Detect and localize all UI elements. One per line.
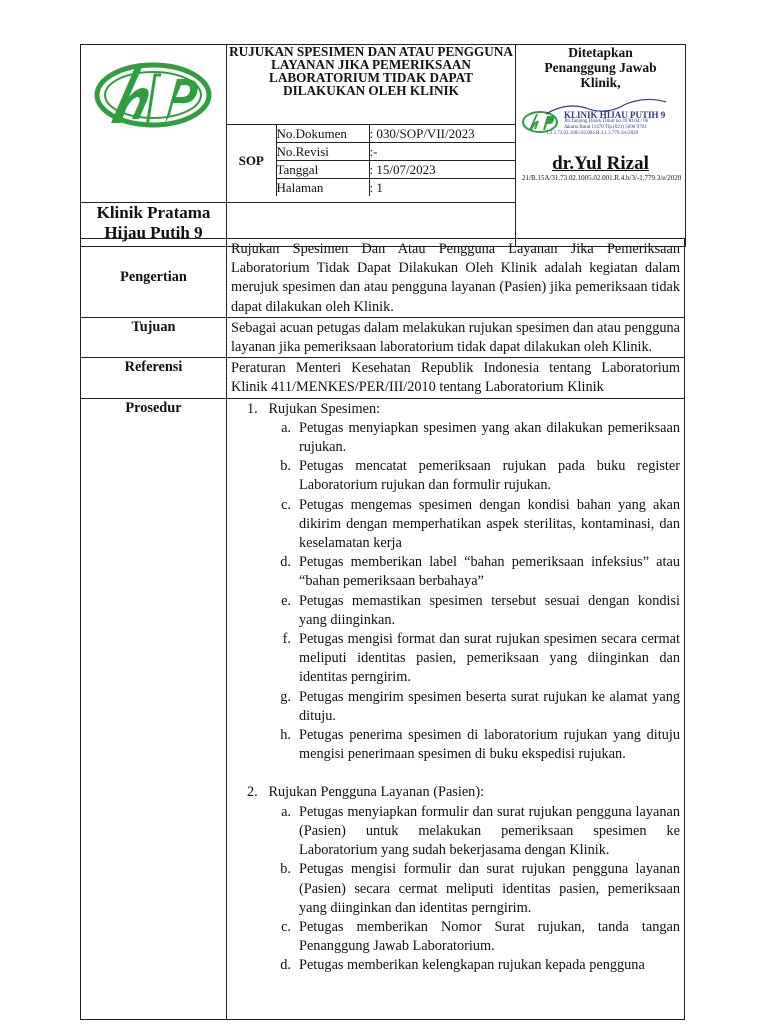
meta-key: No.Dokumen — [276, 125, 369, 143]
sop-body-table — [80, 238, 685, 1020]
meta-key: No.Revisi — [276, 143, 369, 161]
step-letter: d. — [280, 957, 291, 974]
procedure-heading-2 — [227, 783, 684, 802]
step-text: Petugas memberikan Nomor Surat rujukan, tanda tangan Penanggung Jawab Laboratorium. — [299, 918, 680, 955]
stamp-address-2: Jakarta Barat 11470 Tlp.(021) 5696 9783 — [564, 125, 647, 130]
meta-value: : 15/07/2023 — [369, 161, 515, 179]
step-text: Petugas penerima spesimen di laboratorium rujukan yang dituju mengisi penerimaan spesimen di buku ekspedisi rujukan. — [299, 727, 680, 763]
document-title: RUJUKAN SPESIMEN DAN ATAU PENGGUNA LAYANAN JIKA PEMERIKSAAN LABORATORIUM TIDAK DAPAT DILAKUKAN OLEH KLINIK — [229, 45, 513, 98]
step-letter: c. — [281, 918, 291, 935]
section-label-tujuan: Tujuan — [81, 317, 227, 357]
procedure-step — [227, 860, 684, 918]
step-text: Petugas memastikan spesimen tersebut sesuai dengan kondisi yang diinginkan. — [299, 592, 680, 628]
title-and-meta — [227, 45, 516, 203]
approval-line-3: Klinik, — [580, 75, 621, 90]
meta-value: :- — [369, 143, 515, 161]
step-text: Petugas menyiapkan spesimen yang akan dilakukan pemeriksaan rujukan. — [299, 419, 680, 456]
procedure-1-list — [227, 419, 684, 765]
sop-document — [80, 44, 685, 1034]
step-letter: d. — [280, 554, 291, 571]
logo-cell — [81, 45, 227, 203]
step-letter: g. — [280, 688, 291, 705]
procedure-step — [227, 630, 684, 688]
procedure-number: 1. — [247, 400, 258, 417]
procedure-step — [227, 592, 684, 630]
clinic-logo — [81, 45, 227, 197]
procedure-number: 2. — [247, 784, 258, 801]
approval-line-2: Penanggung Jawab — [544, 60, 657, 75]
procedure-title: Rujukan Spesimen: — [268, 400, 381, 417]
procedure-title: Rujukan Pengguna Layanan (Pasien): — [268, 784, 485, 801]
section-text-pengertian: Rujukan Spesimen Dan Atau Pengguna Layanan Jika Pemeriksaan Laboratorium Tidak Dapat Dilakukan Oleh Klinik adalah kegiatan dalam merujuk spesimen dan atau pengguna layanan (Pasien) jika pemeriksaan tidak dapat dilakukan oleh Klinik. — [227, 239, 685, 318]
step-letter: b. — [280, 861, 291, 878]
meta-table — [227, 124, 515, 196]
step-text: Petugas memberikan kelengkapan rujukan kepada pengguna — [299, 957, 645, 974]
procedure-heading-1 — [227, 400, 684, 419]
sop-header-table — [80, 44, 686, 247]
meta-key: Tanggal — [276, 161, 369, 179]
clinic-stamp — [516, 94, 685, 152]
section-label-pengertian: Pengertian — [81, 239, 227, 318]
step-text: Petugas mencatat pemeriksaan rujukan pada buku register Laboratorium rujukan dan formulir rujukan. — [299, 458, 680, 494]
meta-value: : 030/SOP/VII/2023 — [369, 125, 515, 143]
step-letter: f. — [282, 631, 291, 648]
step-text: Petugas mengisi format dan surat rujukan spesimen secara cermat meliputi identitas pasien, pemeriksaan yang diinginkan dan identitas perngirim. — [299, 631, 680, 686]
stamp-address-3: 1.3.5.73.02.1005.02.004.R.3.1.3.779.3/e/2020 — [546, 131, 639, 136]
procedure-step — [227, 496, 684, 554]
clinic-name: Klinik Pratama Hijau Putih 9 — [81, 203, 227, 247]
procedure-step — [227, 956, 684, 975]
section-text-referensi: Peraturan Menteri Kesehatan Republik Indonesia tentang Laboratorium Klinik 411/MENKES/PER/III/2010 tentang Laboratorium Klinik — [227, 358, 685, 398]
step-letter: a. — [281, 803, 291, 820]
procedure-step — [227, 457, 684, 495]
step-text: Petugas memberikan label “bahan pemeriksaan infeksius” atau “bahan pemeriksaan berbahaya” — [299, 554, 680, 590]
meta-value: : 1 — [369, 179, 515, 197]
section-text-tujuan: Sebagai acuan petugas dalam melakukan rujukan spesimen dan atau pengguna layanan jika pemeriksaan laboratorium tidak dapat dilakukan oleh Klinik. — [227, 317, 685, 357]
approval-line-1: Ditetapkan — [568, 45, 633, 60]
section-label-prosedur: Prosedur — [81, 398, 227, 1019]
step-text: Petugas mengisi formulir dan surat rujukan pengguna layanan (Pasien) secara cermat meliputi identitas pasien, pemeriksaan yang diinginkan dan identitas perngirim. — [299, 861, 680, 916]
procedure-step — [227, 803, 684, 861]
step-letter: e. — [281, 592, 291, 609]
procedure-step — [227, 918, 684, 956]
step-letter: a. — [281, 419, 291, 436]
step-letter: c. — [281, 496, 291, 513]
procedure-step — [227, 688, 684, 726]
stamp-title: KLINIK HIJAU PUTIH 9 — [564, 110, 666, 120]
sop-label: SOP — [227, 125, 276, 197]
step-text: Petugas menyiapkan formulir dan surat rujukan pengguna layanan (Pasien) untuk melakukan pemeriksaan spesimen ke Laboratorium yang sudah bekerjasama dengan Klinik. — [299, 803, 680, 859]
section-prosedur — [227, 398, 685, 1019]
section-label-referensi: Referensi — [81, 358, 227, 398]
approver-registration: 21/B.15A/31.73.02.1005.02.001.R.4.b/3/-1.779.3/e/2020 — [522, 174, 682, 182]
stamp-address-1: Jln.Tanjung Duren Timur no.39 Rt.04 / 06 — [564, 119, 649, 124]
approver-name: dr.Yul Rizal — [552, 153, 649, 174]
step-text: Petugas mengirim spesimen beserta surat rujukan ke alamat yang dituju. — [299, 688, 680, 724]
step-letter: h. — [280, 727, 291, 744]
meta-key: Halaman — [276, 179, 369, 197]
step-text: Petugas mengemas spesimen dengan kondisi bahan yang akan dikirim dengan memperhatikan aspek sterilitas, kontaminasi, dan keselamatan kerja — [299, 496, 680, 552]
approval-cell — [516, 45, 686, 247]
step-letter: b. — [280, 458, 291, 475]
procedure-2-list — [227, 803, 684, 976]
procedure-step — [227, 553, 684, 591]
procedure-step — [227, 419, 684, 457]
procedure-step — [227, 726, 684, 764]
